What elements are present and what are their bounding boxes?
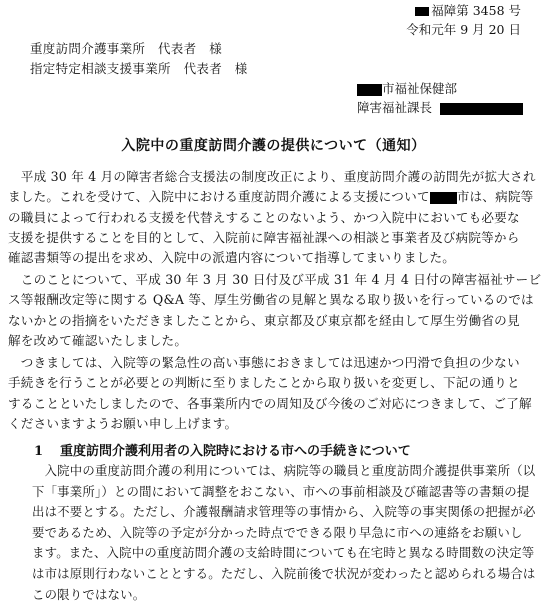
- sender-department-text: 市福祉保健部: [382, 81, 458, 96]
- document-number: [415, 1, 521, 20]
- section-body: [32, 461, 540, 605]
- page-title: 入院中の重度訪問介護の提供について（通知）: [121, 138, 426, 154]
- addressee-2: 指定特定相談支援事業所 代表者 様: [30, 61, 248, 76]
- sender-title-text: 障害福祉課長: [357, 100, 433, 115]
- paragraph-line: つきましては、入院等の緊急性の高い事態におきましては迅速かつ円滑で負担の少ない: [8, 355, 520, 370]
- addressee-1: 重度訪問介護事業所 代表者 様: [30, 41, 223, 56]
- section-line: この限りではない。: [32, 586, 146, 602]
- redaction-block: [440, 103, 523, 115]
- paragraph-line: ました。これを受けて、入院中における重度訪問介護による支援について 市は、病院等: [8, 189, 534, 205]
- document-number-text: 福障第 3458 号: [431, 3, 521, 18]
- section-number: 1: [34, 444, 44, 459]
- section-line: 要であるため、入院等の予定が分かった時点でできる限り早急に市への連絡をお願いし: [32, 524, 523, 540]
- redaction-block: [415, 7, 429, 16]
- paragraph-1: [8, 167, 536, 268]
- section-heading: [34, 440, 411, 459]
- paragraph-line: 解を改めて確認いたしました。: [8, 332, 188, 348]
- paragraph-line: の職員によって行われる支援を代替えすることのないよう、かつ入院中においても必要な: [8, 209, 520, 225]
- paragraph-line: ス等報酬改定等に関する Q&A 等、厚生労働省の見解と異なる取り扱いを行っているのでは: [8, 292, 534, 308]
- section-title: 重度訪問介護利用者の入院時における市への手続きについて: [60, 444, 411, 459]
- paragraph-line: ないかとの指摘をいただきましたことから、東京都及び東京都を経由して厚生労働省の見: [8, 312, 520, 328]
- section-line: 入院中の重度訪問介護の利用については、病院等の職員と重度訪問介護提供事業所（以: [32, 463, 536, 478]
- redaction-block: [357, 84, 382, 96]
- paragraph-3: [8, 353, 532, 434]
- sender-department: [357, 79, 457, 97]
- paragraph-line: くださいますようお願い申し上げます。: [8, 415, 238, 431]
- redaction-block: [430, 192, 457, 204]
- document-date: 令和元年 9 月 20 日: [406, 22, 521, 37]
- section-line: ます。また、入院中の重度訪問介護の支給時間についても在宅時と異なる時間数の決定等: [32, 545, 535, 561]
- paragraph-line: 手続きを行うことが必要との判断に至りましたことから取り扱いを変更し、下記の通りと: [8, 375, 520, 391]
- paragraph-line: することといたしましたので、各事業所内での周知及び今後のご対応につきまして、ご了解: [8, 395, 532, 411]
- paragraph-line: このことについて、平成 30 年 3 月 30 日付及び平成 31 年 4 月 4 日付の障害福祉サービ: [8, 272, 542, 287]
- sender-title: [357, 98, 523, 116]
- section-line: は市は原則行わないこととする。ただし、入院前後で状況が変わったと認められる場合は: [32, 565, 536, 581]
- section-line: 下「事業所」）との間において調整をおこない、市への事前相談及び確認書等の書類の提: [32, 483, 530, 499]
- paragraph-line: 確認書類等の提出を求め、入院中の派遣内容について指導してまいりました。: [8, 250, 456, 266]
- section-line: 出は不要とする。ただし、介護報酬請求管理等の事情から、入院等の事実関係の把握が必: [32, 504, 536, 520]
- paragraph-line: 支援を提供することを目的として、入院前に障害福祉課への相談と事業者及び病院等から: [8, 229, 520, 245]
- paragraph-line: 平成 30 年 4 月の障害者総合支援法の制度改正により、重度訪問介護の訪問先が拡大され: [8, 169, 536, 184]
- paragraph-2: [8, 270, 542, 351]
